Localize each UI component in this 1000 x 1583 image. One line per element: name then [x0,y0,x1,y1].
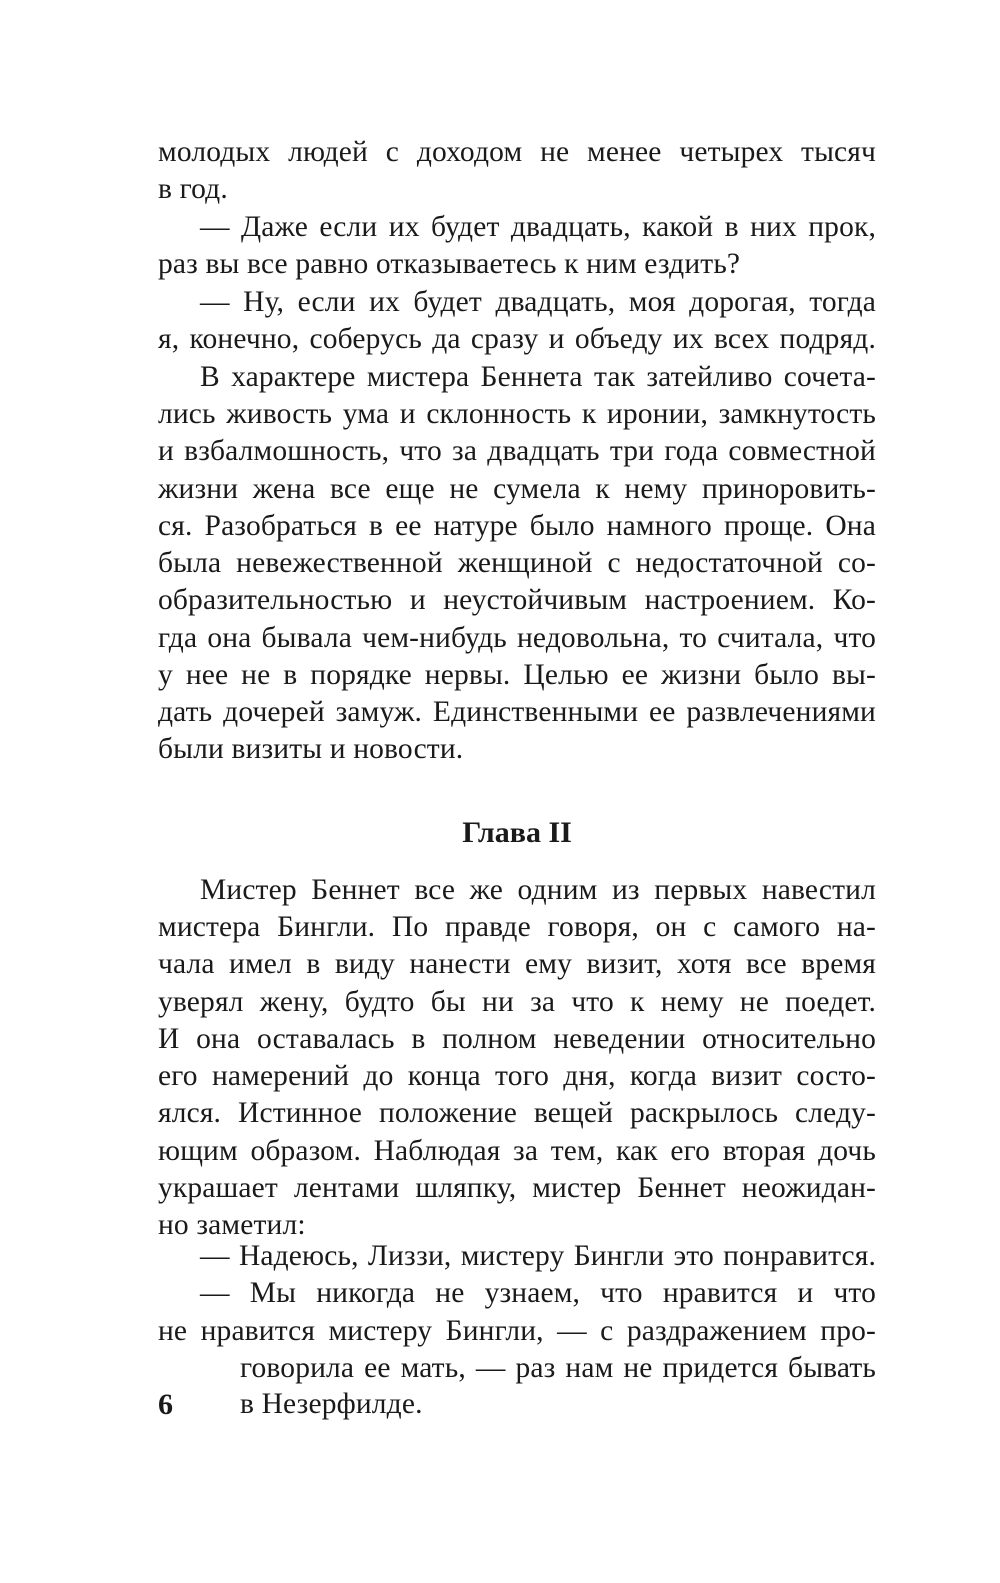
text-line: жизни жена все еще не сумела к нему приноровить- [158,473,876,505]
text-line: ялся. Истинное положение вещей раскрылось следу- [158,1097,876,1129]
text-line: у нее не в порядке нервы. Целью ее жизни было вы- [158,659,876,691]
text-line: уверял жену, будто бы ни за что к нему не поедет. [158,986,876,1018]
text-line: лись живость ума и склонность к иронии, замкнутость [158,398,876,430]
text-line: — Мы никогда не узнаем, что нравится и что [200,1277,876,1309]
text-line: молодых людей с доходом не менее четырех тысяч [158,136,876,168]
text-line: дать дочерей замуж. Единственными ее развлечениями [158,696,876,728]
text-line: раз вы все равно отказываетесь к ним ездить? [158,248,741,280]
text-line: в год. [158,173,228,205]
text-line: но заметил: [158,1209,306,1241]
text-line: и взбалмошность, что за двадцать три года совместной [158,435,876,467]
text-line: были визиты и новости. [158,733,464,765]
text-line: не нравится мистеру Бингли, — с раздражением про- [158,1315,876,1347]
chapter-heading: Глава II [462,816,572,849]
text-line: я, конечно, соберусь да сразу и объеду их всех подряд. [158,323,876,355]
text-line: в Незерфилде. [240,1388,423,1420]
text-line: — Надеюсь, Лиззи, мистеру Бингли это понравится. [200,1240,876,1272]
text-line: его намерений до конца того дня, когда визит состо- [158,1060,876,1092]
text-line: ющим образом. Наблюдая за тем, как его вторая дочь [158,1135,876,1167]
text-line: образительностью и неустойчивым настроением. Ко- [158,584,876,616]
text-line: чала имел в виду нанести ему визит, хотя все время [158,948,876,980]
text-line: украшает лентами шляпку, мистер Беннет неожидан- [158,1172,876,1204]
text-line: Мистер Беннет все же одним из первых навестил [200,874,876,906]
text-line: мистера Бингли. По правде говоря, он с самого на- [158,911,876,943]
page-number: 6 [158,1388,173,1421]
text-line: говорила ее мать, — раз нам не придется бывать [240,1352,876,1384]
text-line: гда она бывала чем-нибудь недовольна, то считала, что [158,622,876,654]
text-line: была невежественной женщиной с недостаточной со- [158,547,876,579]
text-line: — Даже если их будет двадцать, какой в них прок, [200,211,876,243]
text-line: В характере мистера Беннета так затейливо сочета- [200,361,876,393]
text-line: И она оставалась в полном неведении относительно [158,1023,876,1055]
text-line: ся. Разобраться в ее натуре было намного проще. Она [158,510,876,542]
text-line: — Ну, если их будет двадцать, моя дорогая, тогда [200,286,876,318]
